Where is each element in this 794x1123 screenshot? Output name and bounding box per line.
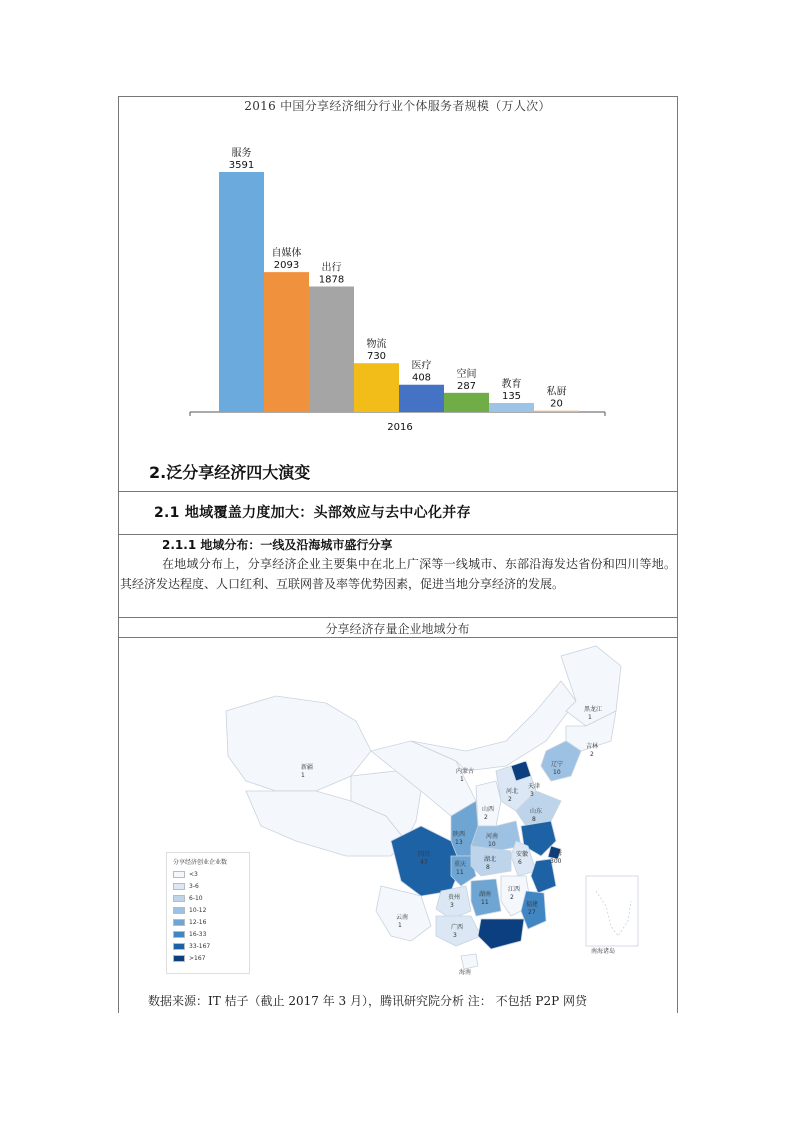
x-axis-label: 2016 (387, 422, 413, 433)
map-label-shaanxi: 陕西 (453, 831, 466, 838)
map-count-guizhou: 3 (450, 902, 454, 909)
map-label-xinjiang: 新疆 (301, 764, 314, 771)
map-label-south-sea: 南海诸岛 (591, 948, 616, 955)
bar-value-label: 2093 (273, 260, 300, 272)
legend-label: 10-12 (189, 907, 207, 914)
bar-category-label: 服务 (231, 148, 252, 159)
map-count-jiangxi: 2 (510, 894, 514, 901)
map-label-shandong: 山东 (530, 808, 543, 815)
map-label-chongqing: 重庆 (454, 861, 467, 868)
map-label-anhui: 安徽 (516, 851, 529, 858)
legend-item (173, 895, 245, 903)
map-region-xinjiang (226, 696, 371, 791)
map-count-sichuan: 47 (420, 859, 428, 866)
map-count-shanghai: 300 (550, 858, 562, 865)
chart-title: 2016 中国分享经济细分行业个体服务者规模（万人次） (244, 99, 551, 113)
bar-category-label: 物流 (366, 339, 387, 351)
map-label-shanxi: 山西 (482, 806, 495, 813)
bar-7 (534, 411, 579, 412)
table-divider (118, 617, 677, 618)
map-region-guangdong (478, 919, 524, 949)
map-label-jilin: 吉林 (586, 743, 599, 750)
legend-item (173, 883, 245, 891)
legend-item (173, 955, 245, 963)
map-label-jiangxi: 江西 (508, 886, 521, 893)
legend-item (173, 943, 245, 951)
legend-item (173, 871, 245, 879)
map-legend (166, 852, 250, 974)
subsection-heading: 2.1 地域覆盖力度加大：头部效应与去中心化并存 (154, 505, 471, 521)
bar-value-label: 287 (456, 380, 477, 392)
map-label-hainan: 海南 (459, 969, 472, 976)
map-count-chongqing: 11 (456, 869, 464, 876)
legend-swatch (173, 919, 185, 926)
map-count-xinjiang: 1 (301, 772, 305, 779)
legend-swatch (173, 883, 185, 890)
legend-swatch (173, 943, 185, 950)
map-label-hebei: 河北 (506, 788, 519, 795)
bar-1 (264, 272, 309, 412)
legend-swatch (173, 931, 185, 938)
map-label-neimenggu: 内蒙古 (456, 768, 475, 775)
bar-2 (309, 286, 354, 412)
map-label-hubei: 湖北 (484, 856, 497, 863)
bar-chart (118, 96, 677, 456)
data-source-note: 数据来源：IT 桔子（截止 2017 年 3 月），腾讯研究院分析 注： 不包括 P2P 网贷 (148, 994, 588, 1008)
bar-3 (354, 363, 399, 412)
section-heading: 2.泛分享经济四大演变 (149, 463, 311, 482)
map-count-hunan: 11 (481, 899, 489, 906)
map-label-henan: 河南 (486, 833, 499, 840)
legend-label: 33-167 (189, 943, 211, 950)
map-label-heilongjiang: 黑龙江 (584, 706, 603, 713)
legend-swatch (173, 955, 185, 962)
map-count-tianjin: 3 (530, 791, 534, 798)
bar-value-label: 20 (550, 398, 563, 410)
map-label-yunnan: 云南 (396, 914, 409, 921)
legend-label: 16-33 (189, 931, 207, 938)
bar-value-label: 135 (501, 390, 522, 402)
map-count-heilongjiang: 1 (588, 714, 592, 721)
map-count-shaanxi: 13 (455, 839, 463, 846)
legend-label: <3 (189, 871, 198, 878)
bar-value-label: 1878 (318, 274, 345, 286)
bar-category-label: 教育 (501, 378, 522, 390)
map-label-sichuan: 四川 (418, 851, 431, 858)
bar-4 (399, 385, 444, 412)
legend-item (173, 931, 245, 939)
map-count-shandong: 8 (532, 816, 536, 823)
table-divider (118, 534, 677, 535)
legend-swatch (173, 895, 185, 902)
table-divider (118, 491, 677, 492)
map-label-guizhou: 贵州 (448, 894, 461, 901)
legend-swatch (173, 871, 185, 878)
map-label-guangxi: 广西 (451, 924, 464, 931)
map-count-henan: 10 (488, 841, 496, 848)
map-count-fujian: 27 (528, 909, 536, 916)
map-label-liaoning: 辽宁 (551, 761, 564, 768)
bar-category-label: 医疗 (411, 360, 432, 372)
bar-value-label: 730 (366, 351, 387, 363)
map-count-guangxi: 3 (453, 932, 457, 939)
map-region-shanxi (476, 781, 501, 826)
bar-5 (444, 393, 489, 412)
map-region-hainan (461, 954, 478, 969)
legend-label: 3-6 (189, 883, 199, 890)
map-count-hubei: 8 (486, 864, 490, 871)
legend-title: 分享经济创业企业数 (173, 859, 228, 866)
sub-subsection-heading: 2.1.1 地域分布：一线及沿海城市盛行分享 (162, 538, 393, 552)
bar-0 (219, 172, 264, 412)
legend-swatch (173, 907, 185, 914)
legend-label: 6-10 (189, 895, 203, 902)
table-divider (118, 637, 677, 638)
bar-6 (489, 403, 534, 412)
bar-category-label: 私厨 (546, 386, 567, 398)
map-label-hunan: 湖南 (479, 891, 492, 898)
map-count-anhui: 6 (518, 859, 522, 866)
bar-value-label: 3591 (228, 160, 255, 171)
map-count-jilin: 2 (590, 751, 594, 758)
map-label-tianjin: 天津 (528, 783, 541, 790)
map-count-yunnan: 1 (398, 922, 402, 929)
map-count-liaoning: 10 (553, 769, 561, 776)
body-paragraph: 在地域分布上，分享经济企业主要集中在北上广深等一线城市、东部沿海发达省份和四川等地。其经济发达程度、人口红利、互联网普及率等优势因素，促进当地分享经济的发展。 (120, 557, 676, 591)
map-title: 分享经济存量企业地域分布 (325, 622, 470, 636)
bar-category-label: 出行 (321, 262, 342, 274)
bar-category-label: 自媒体 (271, 248, 302, 260)
map-label-shanghai: 上海 (550, 850, 563, 857)
legend-label: 12-16 (189, 919, 207, 926)
legend-label: >167 (189, 955, 206, 962)
legend-item (173, 907, 245, 915)
map-region-guangxi (436, 916, 481, 946)
map-count-hebei: 2 (508, 796, 512, 803)
legend-item (173, 919, 245, 927)
map-count-shanxi: 2 (484, 814, 488, 821)
south-sea-islands-inset (586, 876, 638, 946)
map-label-fujian: 福建 (526, 901, 539, 908)
bar-category-label: 空间 (456, 368, 477, 380)
bar-value-label: 408 (411, 372, 432, 384)
map-count-neimenggu: 1 (460, 776, 464, 783)
